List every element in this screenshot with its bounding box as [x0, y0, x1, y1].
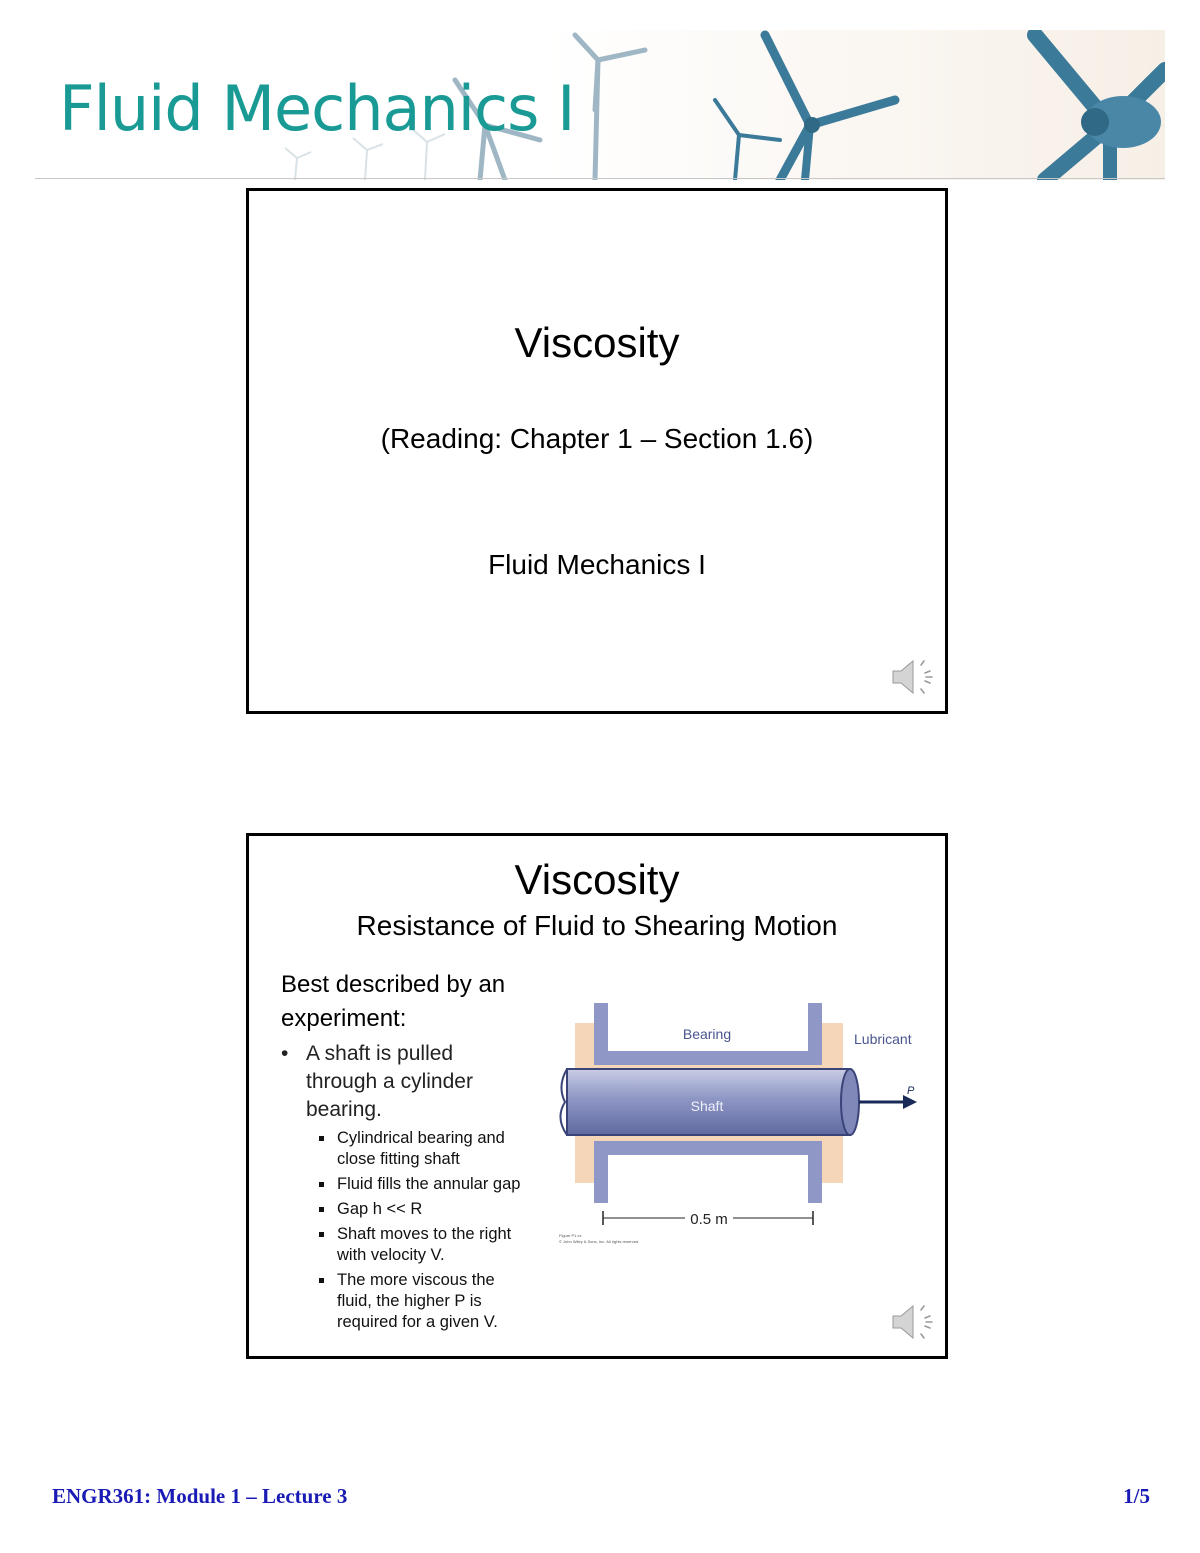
slide-reading: (Reading: Chapter 1 – Section 1.6): [380, 423, 814, 454]
copyright-note: © John Wiley & Sons, Inc. All rights reserved.: [559, 1239, 640, 1244]
figure-caption: Figure P1.xx: [559, 1233, 582, 1238]
slide-1: [246, 188, 948, 714]
main-bullet: [281, 1040, 521, 1124]
slide-title: Viscosity: [514, 856, 680, 903]
shaft-bearing-diagram: [555, 998, 925, 1258]
sub-bullet: Cylindrical bearing and close fitting shaft: [313, 1128, 533, 1170]
sub-bullet-list: [313, 1128, 533, 1337]
footer-page-number: 1/5: [1123, 1484, 1150, 1508]
sub-bullet: Gap h << R: [313, 1199, 533, 1220]
bearing-label: Bearing: [682, 1026, 732, 1042]
footer-course-label: ENGR361: Module 1 – Lecture 3: [52, 1484, 348, 1508]
bullet-dot: •: [281, 1042, 289, 1065]
sub-bullet: Fluid fills the annular gap: [313, 1174, 533, 1195]
speaker-icon[interactable]: [889, 1302, 935, 1342]
main-bullet-text: A shaft is pulled through a cylinder bearing.: [306, 1042, 473, 1121]
force-label: P: [907, 1085, 915, 1097]
slide-2: [246, 833, 948, 1359]
length-label: 0.5 m: [690, 1211, 728, 1228]
banner-title: Fluid Mechanics I: [59, 72, 575, 145]
slide-title: Viscosity: [514, 319, 680, 366]
banner-divider: [35, 178, 1165, 179]
sub-bullet: Shaft moves to the right with velocity V.: [313, 1224, 533, 1266]
lubricant-label: Lubricant: [854, 1031, 912, 1047]
lead-text: Best described by an experiment:: [281, 971, 506, 1032]
slide-course-name: Fluid Mechanics I: [488, 549, 706, 580]
shaft-label: Shaft: [690, 1098, 724, 1114]
header-banner: [35, 30, 1165, 180]
sub-bullet: The more viscous the fluid, the higher P is required for a given V.: [313, 1270, 533, 1333]
speaker-icon[interactable]: [889, 657, 935, 697]
slide-subtitle: Resistance of Fluid to Shearing Motion: [356, 910, 838, 941]
